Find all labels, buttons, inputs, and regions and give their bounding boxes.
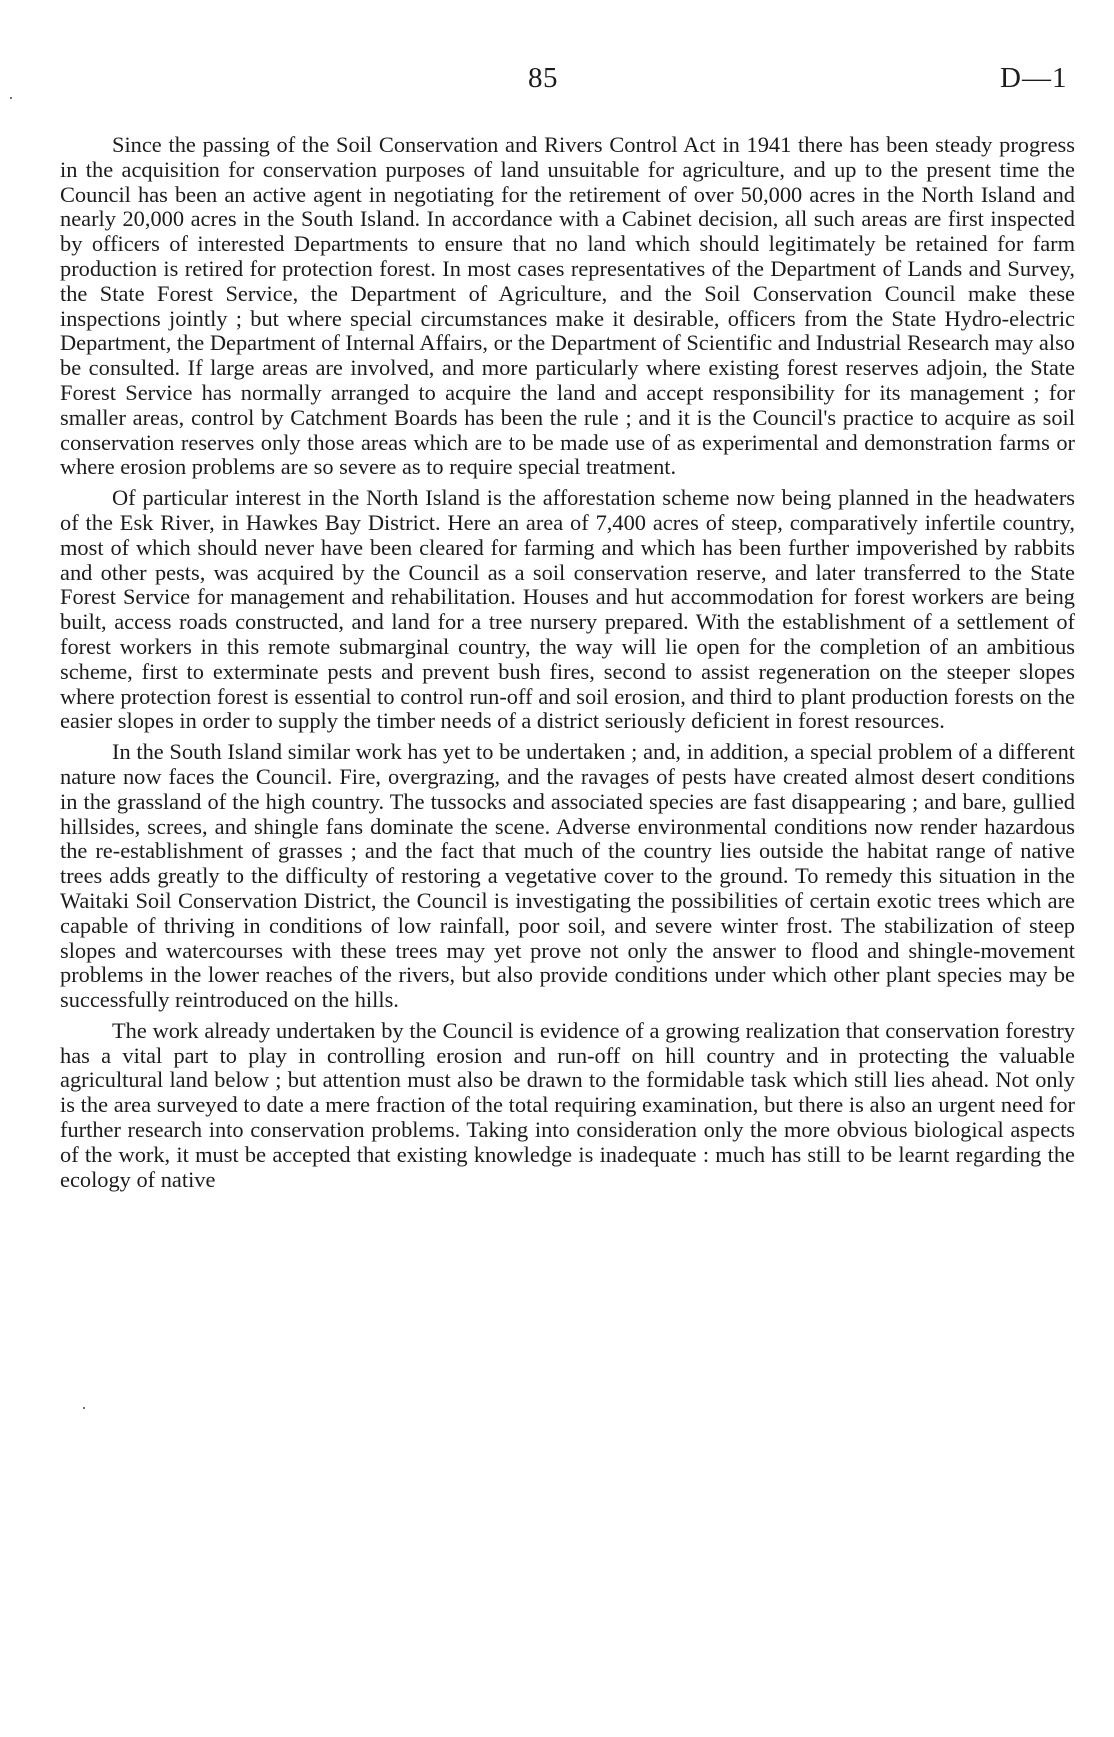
paragraph-south-island-problem: In the South Island similar work has yet to be undertaken ; and, in addition, a special problem of a different nature now faces the Council. Fire, overgrazing, and the ravages of pests have created almost desert conditions in the grassland of the high country. The tussocks and associated species are fast disappearing ; and bare, gullied hillsides, screes, and shingle fans dominate the scene. Adverse environmental conditions now render hazardous the re-establishment of grasses ; and the fact that much of the country lies outside the habitat range of native trees adds greatly to the difficulty of restoring a vegetative cover to the ground. To remedy this situation in the Waitaki Soil Conservation District, the Council is investigating the possibilities of certain exotic trees which are capable of thriving in conditions of low rainfall, poor soil, and severe winter frost. The stabilization of steep slopes and watercourses with these trees may yet prove not only the answer to flood and shingle-movement problems in the lower reaches of the rivers, but also provide conditions under which other plant species may be successfully reintroduced on the hills.	[60, 739, 1075, 1013]
page-number: 85	[528, 62, 558, 94]
body-text	[60, 133, 1075, 1198]
paragraph-land-retirement: Since the passing of the Soil Conservation and Rivers Control Act in 1941 there has been steady progress in the acquisition for conservation purposes of land unsuitable for agriculture, and up to the present time the Council has been an active agent in negotiating for the retirement of over 50,000 acres in the North Island and nearly 20,000 acres in the South Island. In accordance with a Cabinet decision, all such areas are first inspected by officers of interested Departments to ensure that no land which should legitimately be retained for farm production is retired for protection forest. In most cases representatives of the Department of Lands and Survey, the State Forest Service, the Department of Agriculture, and the Soil Conservation Council make these inspections jointly ; but where special circumstances make it desirable, officers from the State Hydro-electric Department, the Department of Internal Affairs, or the Department of Scientific and Industrial Research may also be consulted. If large areas are involved, and more particularly where existing forest reserves adjoin, the State Forest Service has normally arranged to acquire the land and accept responsibility for its management ; for smaller areas, control by Catchment Boards has been the rule ; and it is the Council's practice to acquire as soil conservation reserves only those areas which are to be made use of as experimental and demonstration farms or where erosion problems are so severe as to require special treatment.	[60, 132, 1075, 480]
scan-speck	[83, 1407, 85, 1409]
paragraph-north-island-afforestation: Of particular interest in the North Island is the afforestation scheme now being planned in the headwaters of the Esk River, in Hawkes Bay District. Here an area of 7,400 acres of steep, comparatively infertile country, most of which should never have been cleared for farming and which has been further impoverished by rabbits and other pests, was acquired by the Council as a soil conservation reserve, and later transferred to the State Forest Service for management and rehabilitation. Houses and hut accommodation for forest workers are being built, access roads constructed, and land for a tree nursery prepared. With the establishment of a settlement of forest workers in this remote submarginal country, the way will lie open for the completion of an ambitious scheme, first to exterminate pests and prevent bush fires, second to assist regeneration on the steeper slopes where protection forest is essential to control run-off and soil erosion, and third to plant production forests on the easier slopes in order to supply the timber needs of a district seriously deficient in forest resources.	[60, 485, 1075, 734]
scan-speck	[10, 97, 12, 99]
paragraph-research-needs: The work already undertaken by the Council is evidence of a growing realization that conservation forestry has a vital part to play in controlling erosion and run-off on hill country and in protecting the valuable agricultural land below ; but attention must also be drawn to the formidable task which still lies ahead. Not only is the area surveyed to date a mere fraction of the total requiring examination, but there is also an urgent need for further research into conservation problems. Taking into consideration only the more obvious biological aspects of the work, it must be accepted that existing knowledge is inadequate : much has still to be learnt regarding the ecology of native	[60, 1017, 1075, 1192]
page-header	[0, 62, 1114, 102]
document-reference: D—1	[1000, 62, 1068, 94]
